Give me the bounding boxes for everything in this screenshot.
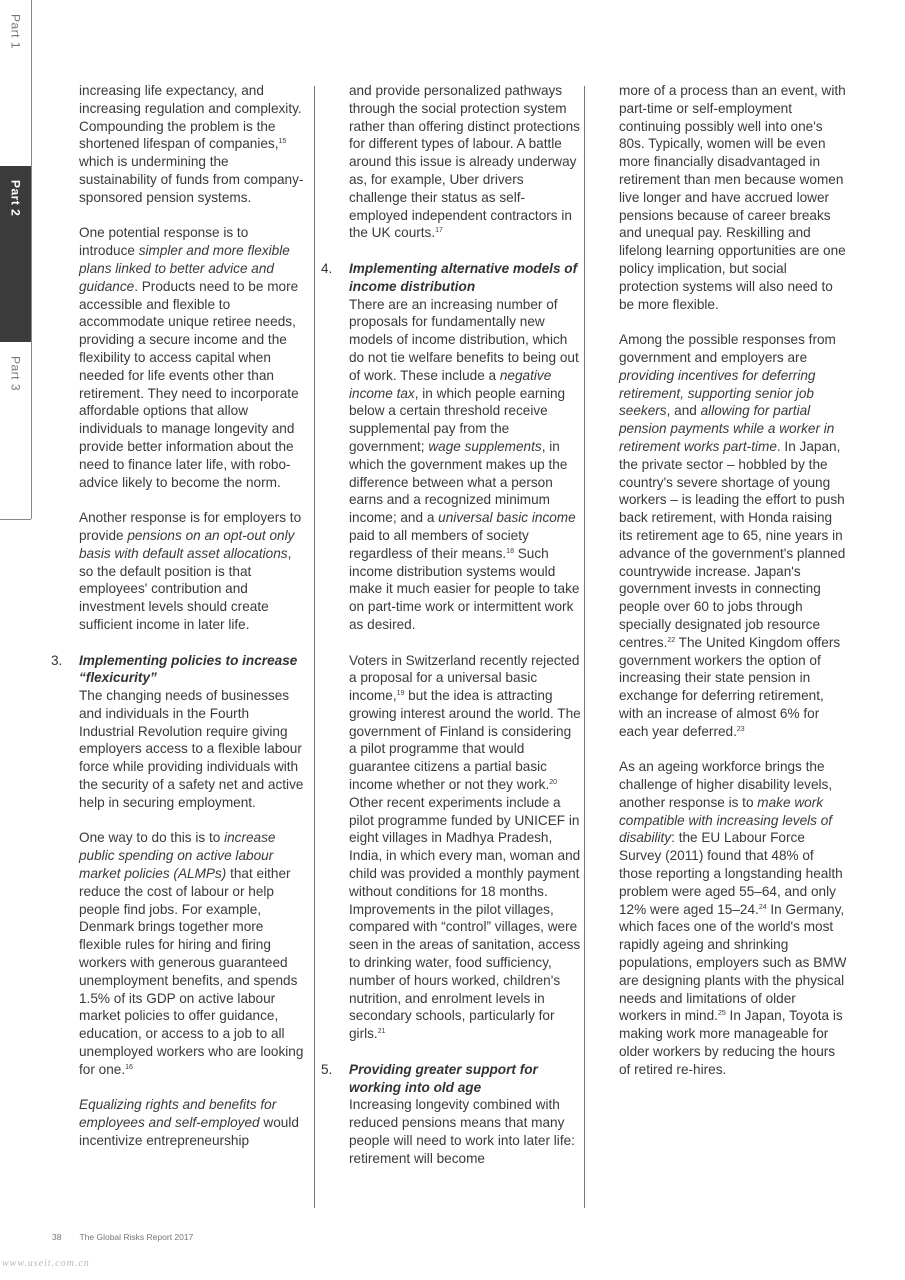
paragraph: The changing needs of businesses and individuals in the Fourth Industrial Revolution require giving employers access to a flexible labour force while providing individuals with the security of a safety net and active help in securing employment. xyxy=(79,688,304,810)
tab-part-2-label: Part 2 xyxy=(8,180,23,217)
column-rule-2 xyxy=(584,86,585,1208)
section-number: 4. xyxy=(321,260,333,276)
report-title: The Global Risks Report 2017 xyxy=(79,1232,194,1242)
column-1 xyxy=(51,82,307,1150)
footnote-ref: 17 xyxy=(435,227,443,235)
paragraph: and provide personalized pathways through the social protection system rather than offering distinct protections for different types of labour. A battle around this issue is already underway as, for example, Uber drivers challenge their status as self-employed independent contractors in the UK courts.$^{17}$ xyxy=(349,83,580,241)
column-3 xyxy=(619,82,847,1079)
tab-part-2[interactable] xyxy=(0,166,31,342)
paragraph: Another response is for employers to provide pensions on an opt-out only basis with default asset allocations, so the default position is that employees' contribution and investment levels should create sufficient income in later life. xyxy=(79,510,302,632)
paragraph: Voters in Switzerland recently rejected a proposal for a universal basic income,$^{19}$ but the idea is attracting growing interest around the world. The government of Finland is considering a pilot programme that would guarantee citizens a partial basic income whether or not they work.$^{20}$ Other recent experiments include a pilot programme funded by UNICEF in eight villages in Madhya Pradesh, India, in which every man, woman and child was provided a monthly payment without conditions for 18 months. Improvements in the pilot villages, compared with “control” villages, were seen in the areas of sanitation, access to drinking water, food sufficiency, number of hours worked, children's nutrition, and enrolment levels in secondary schools, particularly for girls.$^{21}$ xyxy=(349,652,581,1042)
footnote-ref: 21 xyxy=(377,1028,386,1036)
page-footer xyxy=(52,1232,193,1242)
section-number: 5. xyxy=(321,1061,333,1077)
tab-part-3-label: Part 3 xyxy=(8,356,23,392)
paragraph: One potential response is to introduce simpler and more flexible plans linked to better advice and guidance. Products need to be more accessible and flexible to accommodate unique retiree needs, providing a secure income and the flexibility to access capital when needed for life events other than retirement. They need to incorporate affordable options that allow individuals to manage longevity and provide better information about the need to finance later life, with robo-advice likely to become the norm. xyxy=(79,225,299,490)
paragraph: increasing life expectancy, and increasing regulation and complexity. Compounding the problem is the shortened lifespan of companies,$^{15}$ which is undermining the sustainability of funds from company-sponsored pension systems. xyxy=(79,83,304,205)
tab-divider xyxy=(0,519,31,520)
footnote-ref: 25 xyxy=(717,1010,726,1018)
page-number: 38 xyxy=(52,1232,62,1242)
footnote-ref: 24 xyxy=(758,903,767,911)
footnote-ref: 22 xyxy=(667,636,676,644)
paragraph: One way to do this is to increase public spending on active labour market policies (ALMPs) that either reduce the cost of labour or help people find jobs. For example, Denmark brings together more flexible rules for hiring and firing workers with generous guaranteed unemployment benefits, and spends 1.5% of its GDP on active labour market policies to offer guidance, education, or access to a job to all unemployed workers who are looking for one.$^{16}$ xyxy=(79,830,304,1077)
tab-part-1-label: Part 1 xyxy=(8,14,23,50)
footnote-ref: 18 xyxy=(506,547,514,555)
tab-part-1[interactable] xyxy=(0,0,31,166)
part-navigation xyxy=(0,0,32,519)
column-rule-1 xyxy=(314,86,315,1208)
section-number: 3. xyxy=(51,652,63,668)
section-heading-5: 5. Providing greater support for working into old age xyxy=(321,1061,538,1095)
section-heading-3: 3. Implementing policies to increase “flexicurity” xyxy=(51,652,298,686)
paragraph: Among the possible responses from government and employers are providing incentives for deferring retirement, supporting senior job seekers, and allowing for partial pension payments while a worker in retirement works part-time. In Japan, the private sector – hobbled by the country's severe shortage of young workers – is leading the effort to push back retirement, with Honda raising its retirement age to 65, nine years in advance of the government's planned countrywide increase. Japan's government invests in connecting people over 60 to jobs through specially designated job resource centres.$^{22}$ The United Kingdom offers government workers the option of increasing their state pension in exchange for deferring retirement, with an increase of almost 6% for each year deferred.$^{23}$ xyxy=(619,332,846,739)
paragraph: As an ageing workforce brings the challenge of higher disability levels, another response is to make work compatible with increasing levels of disability: the EU Labour Force Survey (2011) found that 48% of those reporting a longstanding health problem were aged 55–64, and only 12% were aged 15–24.24 In Germany, which faces one of the world's most rapidly ageing and shrinking populations, employers such as BMW are designing plants with the physical needs and limitations of older workers in mind.$^{25}$ In Japan, Toyota is making work more manageable for older workers by reducing the hours of retired re-hires. xyxy=(619,759,847,1077)
paragraph: more of a process than an event, with part-time or self-employment continuing possibly well into one's 80s. Typically, women will be even more financially disadvantaged in retirement than men because women live longer and have accrued lower pensions because of career breaks and unequal pay. Reskilling and lifelong learning opportunities are one policy implication, but social protection systems will also need to be more flexible. xyxy=(619,83,846,312)
column-2 xyxy=(321,82,581,1168)
footnote-ref: 23 xyxy=(736,725,745,733)
footnote-ref: 20 xyxy=(549,779,558,787)
section-heading-4: 4. Implementing alternative models of income distribution xyxy=(321,260,578,294)
footnote-ref: 15 xyxy=(278,138,287,146)
paragraph: Equalizing rights and benefits for employees and self-employed would incentivize entrepreneurship xyxy=(79,1097,299,1149)
footnote-ref: 16 xyxy=(125,1063,133,1071)
tab-part-3[interactable] xyxy=(0,342,31,519)
watermark: www.useit.com.cn xyxy=(2,1258,90,1269)
paragraph: There are an increasing number of proposals for fundamentally new models of income distribution, which do not tie welfare benefits to being out of work. These include a negative income tax, in which people earning below a certain threshold receive supplemental pay from the government; wage supplements, in which the government makes up the difference between what a person earns and a recognized minimum income; and a universal basic income paid to all members of society regardless of their means.$^{18}$ Such income distribution systems would make it much easier for people to take on part-time work or intermittent work as desired. xyxy=(349,296,580,632)
footnote-ref: 19 xyxy=(396,690,405,698)
paragraph: Increasing longevity combined with reduced pensions means that many people will need to work into later life: retirement will become xyxy=(349,1097,575,1166)
